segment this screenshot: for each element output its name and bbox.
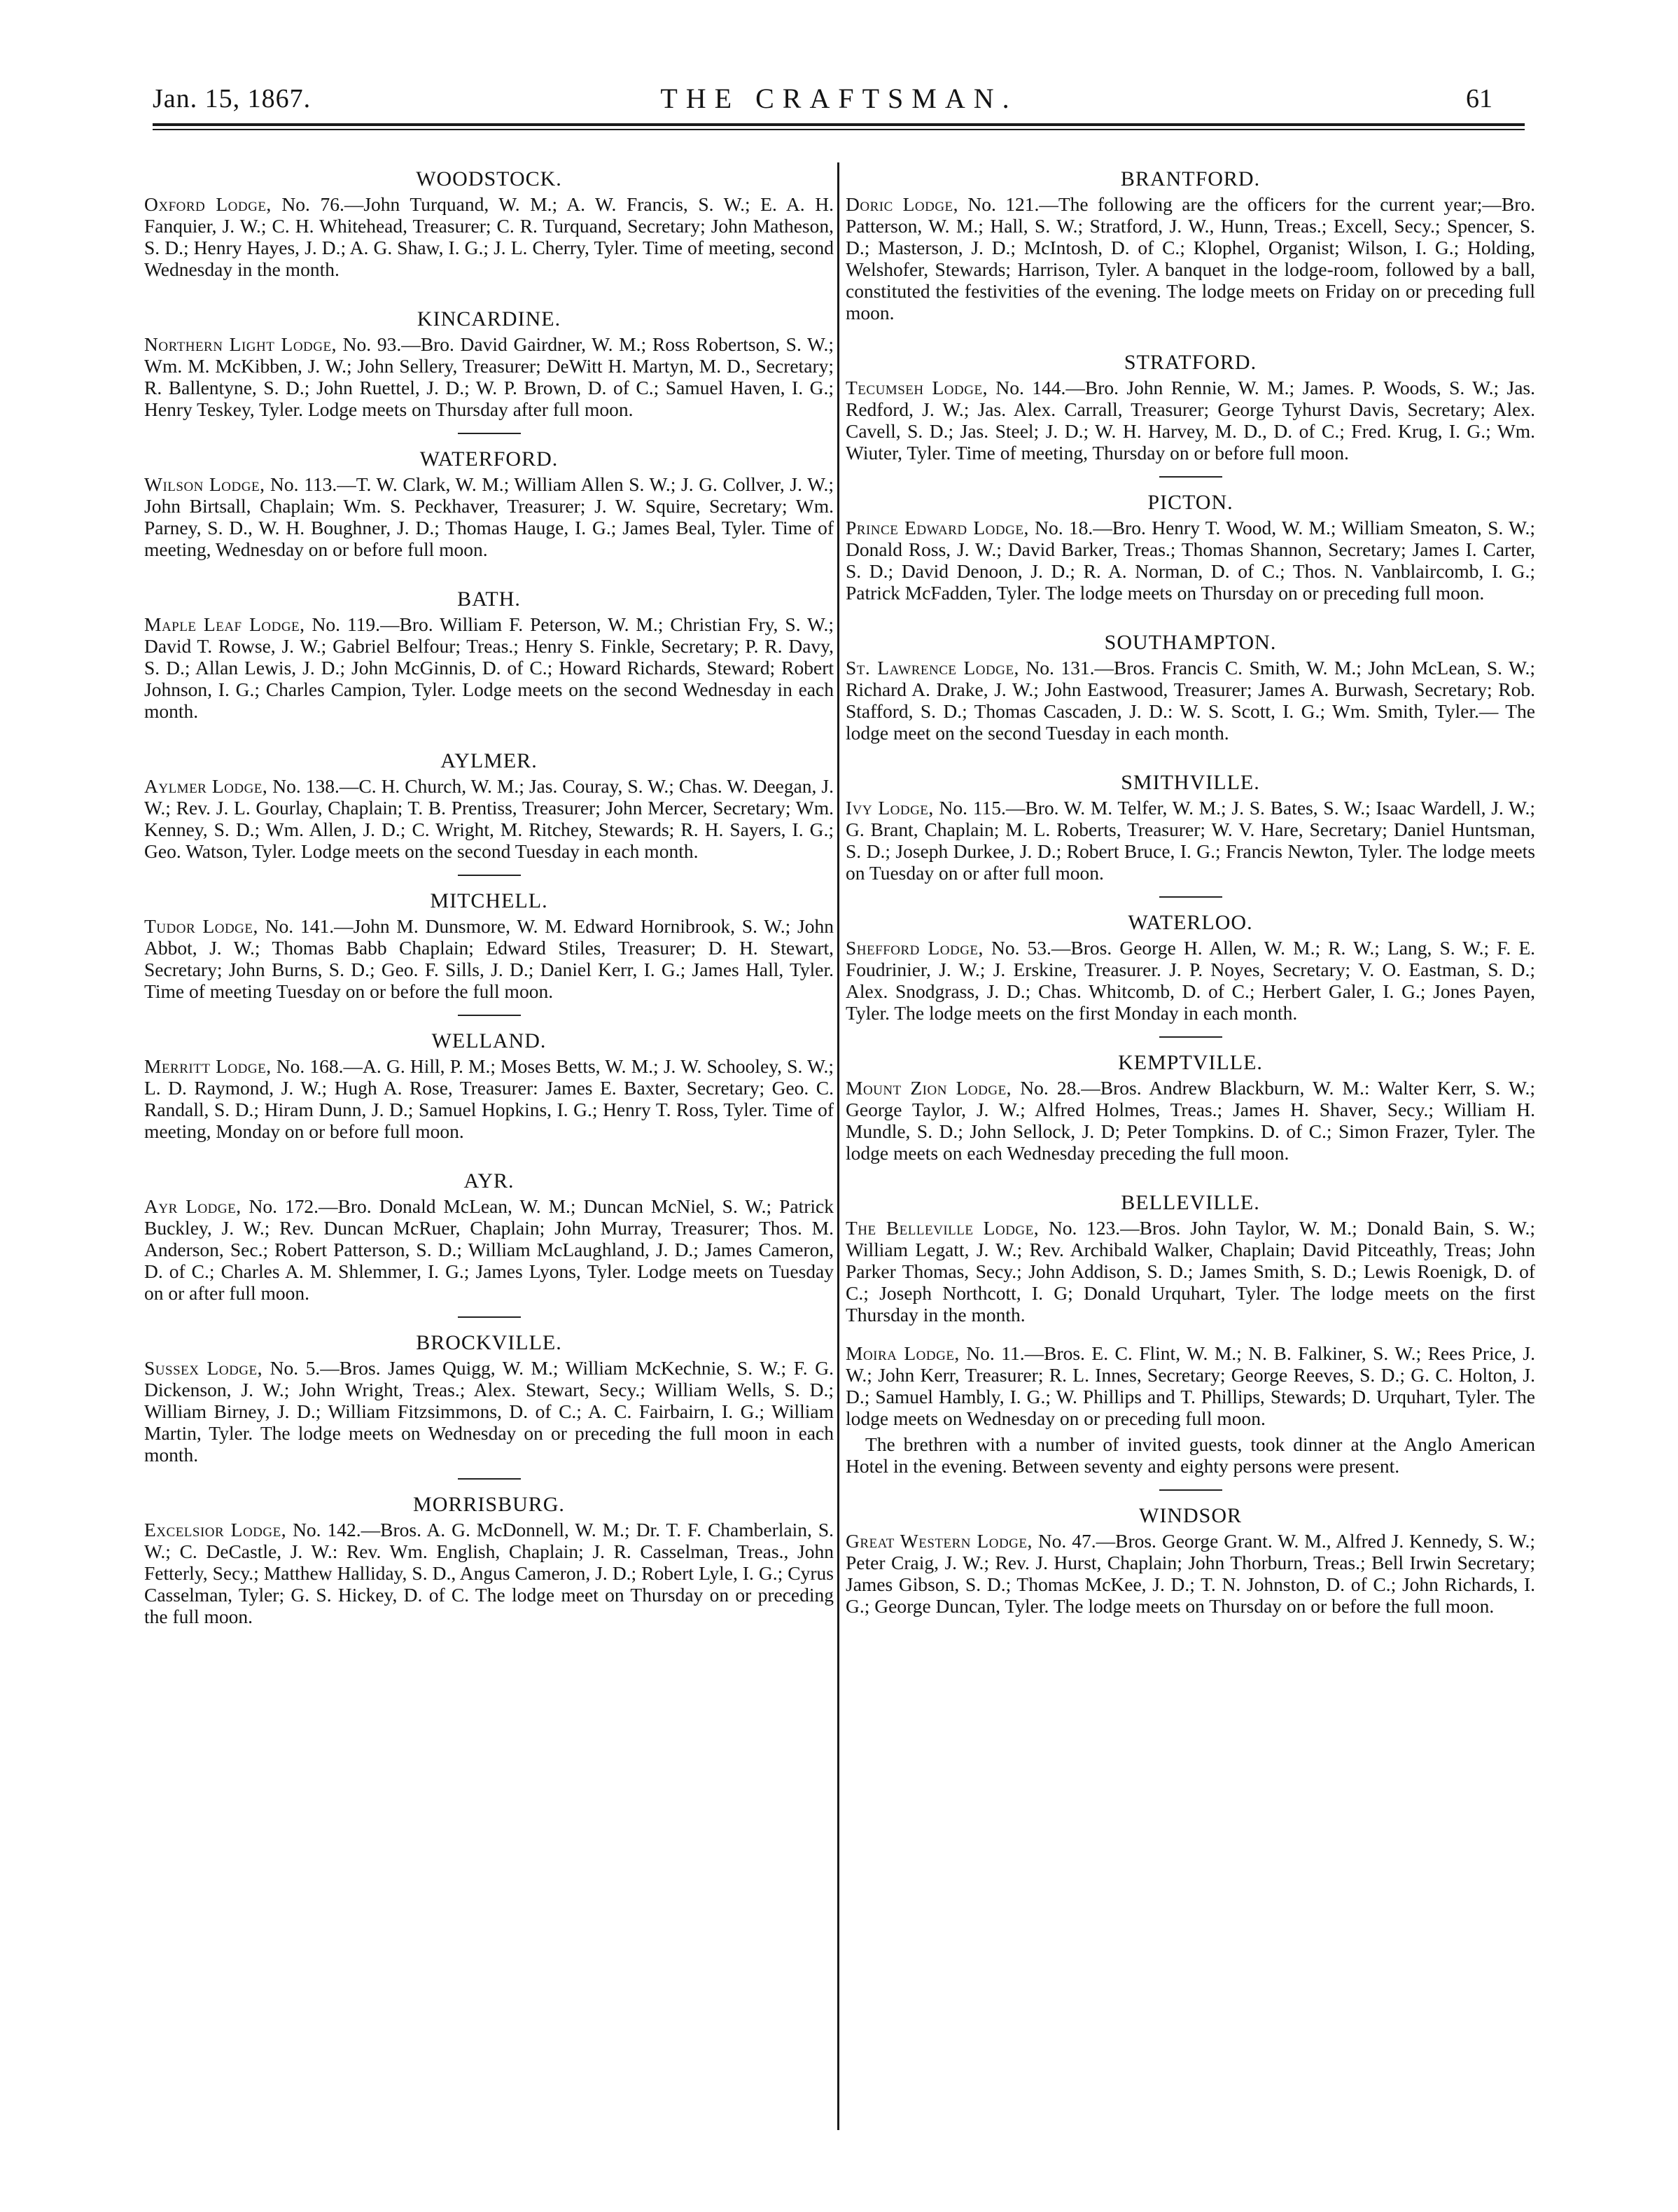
town-heading: BRANTFORD. — [1120, 167, 1261, 190]
lodge-report — [144, 1491, 834, 1627]
town-heading: BROCKVILLE. — [416, 1331, 562, 1354]
section-divider — [458, 433, 521, 434]
lodge-report — [846, 1189, 1535, 1477]
town-heading: KINCARDINE. — [417, 307, 561, 331]
header-rule — [153, 123, 1525, 126]
officers-text: No. 123.—Bros. John Taylor, W. M.; Donald Bain, S. W.; William Legatt, J. W.; Rev. Archibald Walker, Chaplain; David Pitceathly, Treas; John Parker Thomas, Secy.; John Addison, S. D.; James Smith, S. D.; Lewis Roenigk, D. of C.; Joseph Northcott, I. G; Donald Urquhart, Tyler. The lodge meets on the first Thursday in the month. — [846, 1217, 1536, 1326]
lodge-name: Great Western Lodge, — [846, 1530, 1033, 1552]
lodge-name: Merritt Lodge, — [144, 1055, 272, 1077]
section-gap — [846, 1164, 1535, 1189]
header-rule-thin — [153, 129, 1525, 130]
lodge-name: Ivy Lodge, — [846, 797, 934, 819]
section-divider — [458, 1316, 521, 1318]
officers-text: No. 11.—Bros. E. C. Flint, W. M.; N. B. Falkiner, S. W.; Rees Price, J. W.; John Kerr, Treasurer; R. L. Innes, Secretary; George Reeves, S. D.; G. C. Holton, J. D.; Samuel Hambly, I. G.; W. Phillips and T. Phillips, Stewards; D. Urquhart, Tyler. The lodge meets on Wednesday on or preceding full moon. — [846, 1342, 1535, 1429]
lodge-report-text — [144, 193, 834, 280]
lodge-report-text — [144, 775, 834, 862]
lodge-name: Prince Edward Lodge, — [846, 517, 1029, 538]
lodge-report-text — [144, 1195, 834, 1304]
town-heading: SMITHVILLE. — [1121, 771, 1260, 794]
officers-text: No. 113.—T. W. Clark, W. M.; William Allen S. W.; J. G. Collver, J. W.; John Birtsall, Chaplain; Wm. S. Peckhaver, Treasurer; J. W. Squire, Secretary; Wm. Parney, S. D., W. H. Boughner, J. D.; Thomas Hauge, I. G.; James Beal, Tyler. Time of meeting, Wednesday on or before full moon. — [144, 473, 834, 560]
officers-text: No. 76.—John Turquand, W. M.; A. W. Francis, S. W.; E. A. H. Fanquier, J. W.; C. H. Whitehead, Treasurer; C. R. Turquand, Secretary; John Matheson, S. D.; Henry Hayes, J. D.; A. G. Shaw, I. G.; J. L. Cherry, Tyler. Time of meeting, second Wednesday in the month. — [144, 193, 834, 280]
lodge-report-text — [846, 1217, 1535, 1326]
officers-text: No. 144.—Bro. John Rennie, W. M.; James. P. Woods, S. W.; Jas. Redford, J. W.; Jas. Alex. Carrall, Treasurer; George Tyhurst Davis, Secretary; Alex. Cavell, S. D.; Jas. Steel; J. D.; W. H. Harvey, M. D., D. of C.; Fred. Krug, I. G.; Wm. Wiuter, Tyler. Time of meeting, Thursday on or before full moon. — [846, 377, 1536, 464]
lodge-report-text — [144, 613, 834, 722]
town-heading: BATH. — [457, 587, 521, 611]
section-gap — [846, 744, 1535, 769]
town-heading: WATERLOO. — [1128, 911, 1253, 934]
town-heading: WATERFORD. — [419, 447, 559, 471]
officers-text: No. 93.—Bro. David Gairdner, W. M.; Ross Robertson, S. W.; Wm. M. McKibben, J. W.; John Sellery, Treasurer; DeWitt H. Martyn, M. D., Secretary; R. Ballentyne, S. D.; John Ruettel, J. D.; W. P. Brown, D. of C.; Samuel Haven, I. G.; Henry Teskey, Tyler. Lodge meets on Thursday after full moon. — [144, 333, 834, 420]
lodge-name: Aylmer Lodge, — [144, 775, 268, 797]
lodge-report-text — [846, 657, 1535, 744]
lodge-report-text — [846, 377, 1535, 464]
officers-text: No. 172.—Bro. Donald McLean, W. M.; Duncan McNiel, S. W.; Patrick Buckley, J. W.; Rev. Duncan McRuer, Chaplain; John Murray, Treasurer; Thos. M. Anderson, Sec.; Robert Patterson, S. D.; William McLaughland, J. D.; James Cameron, D. of C.; Charles A. M. Shlemmer, I. G.; James Lyons, Tyler. Lodge meets on Tuesday on or after full moon. — [144, 1195, 834, 1304]
lodge-name: Sussex Lodge, — [144, 1357, 263, 1379]
lodge-name: Doric Lodge, — [846, 193, 959, 215]
lodge-name: Wilson Lodge, — [144, 473, 265, 495]
lodge-report-text — [144, 1519, 834, 1627]
officers-text: No. 18.—Bro. Henry T. Wood, W. M.; William Smeaton, S. W.; Donald Ross, J. W.; David Barker, Treas.; Thomas Shannon, Secretary; James I. Carter, S. D.; David Denoon, J. D.; R. A. Norman, D. of C.; Thos. N. Vanblaircomb, I. G.; Patrick McFadden, Tyler. The lodge meets on Thursday on or preceding full moon. — [846, 517, 1536, 604]
lodge-report — [846, 1502, 1535, 1617]
officers-text: No. 5.—Bros. James Quigg, W. M.; William McKechnie, S. W.; F. G. Dickenson, J. W.; John Wright, Treas.; Alex. Stewart, Secy.; William Wells, S. D.; William Birney, J. D.; William Fitzsimmons, D. of C.; A. C. Fairbairn, I. G.; William Martin, Tyler. The lodge meets on Wednesday on or preceding the full moon in each month. — [144, 1357, 834, 1466]
officers-text: No. 28.—Bros. Andrew Blackburn, W. M.: Walter Kerr, S. W.; George Taylor, J. W.; Alfred Holmes, Treas.; James H. Shaver, Secy.; William H. Mundle, S. D.; John Sellock, J. D; Peter Tompkins. D. of C.; Simon Frazer, Tyler. The lodge meets on each Wednesday preceding the full moon. — [846, 1077, 1536, 1164]
lodge-report — [144, 1167, 834, 1304]
section-divider — [1159, 896, 1222, 898]
left-column — [144, 165, 834, 1627]
lodge-report — [846, 349, 1535, 464]
lodge-name: Mount Zion Lodge, — [846, 1077, 1012, 1099]
town-heading: BELLEVILLE. — [1121, 1191, 1260, 1214]
lodge-name: Shefford Lodge, — [846, 937, 984, 959]
officers-text: No. 142.—Bros. A. G. McDonnell, W. M.; Dr. T. F. Chamberlain, S. W.; C. DeCastle, J. W.: Rev. Wm. English, Chaplain; J. R. Casselman, Treas., John Fetterly, Secy.; Matthew Halliday, S. D., Angus Cameron, J. D.; Robert Lyle, I. G.; Cyrus Casselman, Tyler; G. S. Hickey, D. of C. The lodge meet on Thursday on or preceding the full moon. — [144, 1519, 834, 1627]
town-heading: MITCHELL. — [430, 889, 548, 912]
lodge-report — [846, 909, 1535, 1024]
section-gap — [144, 722, 834, 747]
section-divider — [1159, 476, 1222, 478]
lodge-name: Excelsior Lodge, — [144, 1519, 287, 1540]
lodge-report — [144, 585, 834, 722]
lodge-name: Ayr Lodge, — [144, 1195, 242, 1217]
lodge-report — [846, 489, 1535, 604]
lodge-report-text — [144, 473, 834, 560]
lodge-report — [846, 629, 1535, 744]
lodge-name: Oxford Lodge, — [144, 193, 272, 215]
lodge-name: Tudor Lodge, — [144, 915, 258, 937]
lodge-report — [144, 165, 834, 280]
town-heading: PICTON. — [1147, 491, 1233, 514]
lodge-report-text — [846, 937, 1535, 1024]
lodge-report-text — [846, 517, 1535, 604]
town-heading: WOODSTOCK. — [416, 167, 562, 190]
officers-text: No. 141.—John M. Dunsmore, W. M. Edward Hornibrook, S. W.; John Abbot, J. W.; Thomas Babb Chaplain; Edward Stiles, Treasurer; D. H. Stewart, Secretary; John Burns, S. D.; Geo. F. Sills, J. D.; Daniel Kerr, I. G.; James Hall, Tyler. Time of meeting Tuesday on or before the full moon. — [144, 915, 834, 1002]
section-gap — [846, 604, 1535, 629]
officers-text: No. 53.—Bros. George H. Allen, W. M.; R. W.; Lang, S. W.; F. E. Foudrinier, J. W.; J. Erskine, Treasurer. J. P. Noyes, Secretary; V. O. Eastman, S. D.; Alex. Snodgrass, J. D.; Chas. Whitcomb, D. of C.; Herbert Galer, I. G.; Jones Payen, Tyler. The lodge meets on the first Monday in each month. — [846, 937, 1535, 1024]
section-gap — [144, 280, 834, 305]
lodge-report-text — [144, 1357, 834, 1466]
lodge-report — [144, 747, 834, 862]
lodge-report — [144, 445, 834, 560]
section-divider — [458, 1478, 521, 1480]
issue-date: Jan. 15, 1867. — [153, 84, 312, 113]
town-heading: AYLMER. — [440, 749, 538, 772]
lodge-name: St. Lawrence Lodge, — [846, 657, 1019, 679]
lodge-name: Maple Leaf Lodge, — [144, 613, 305, 635]
lodge-report-text — [846, 1342, 1535, 1429]
lodge-name: Tecumseh Lodge, — [846, 377, 988, 398]
town-heading: KEMPTVILLE. — [1118, 1051, 1263, 1074]
town-heading: STRATFORD. — [1124, 351, 1257, 374]
section-divider — [458, 875, 521, 876]
officers-text: No. 121.—The following are the officers for the current year;—Bro. Patterson, W. M.; Hall, S. W.; Stratford, J. W., Hunn, Treas.; Excell, Secy.; Spencer, S. D.; Masterson, J. D.; McIntosh, D. of C.; Klophel, Organist; Wilson, I. G.; Holding, Welshofer, Stewards; Harrison, Tyler. A banquet in the lodge-room, followed by a ball, constituted the festivities of the evening. The lodge meets on Friday on or preceding full moon. — [846, 193, 1536, 324]
town-heading: MORRISBURG. — [413, 1493, 565, 1516]
lodge-report — [846, 769, 1535, 884]
town-heading: SOUTHAMPTON. — [1104, 631, 1277, 654]
page-number: 61 — [1466, 84, 1492, 113]
lodge-report-text — [846, 1530, 1535, 1617]
officers-text: No. 47.—Bros. George Grant. W. M., Alfred J. Kennedy, S. W.; Peter Craig, J. W.; Rev. J. Hurst, Chaplain; John Thorburn, Treas.; Bell Irwin Secretary; James Gibson, S. D.; Thomas McKee, J. D.; T. N. Johnston, D. of C.; John Richards, I. G.; George Duncan, Tyler. The lodge meets on Thursday on or before the full moon. — [846, 1530, 1535, 1617]
lodge-report — [846, 1049, 1535, 1164]
section-divider — [1159, 1036, 1222, 1038]
town-heading: AYR. — [463, 1169, 515, 1192]
lodge-name: Moira Lodge, — [846, 1342, 960, 1364]
lodge-report-text — [144, 915, 834, 1002]
lodge-report — [846, 165, 1535, 324]
lodge-report-text — [144, 333, 834, 420]
lodge-report — [144, 305, 834, 420]
officers-text: No. 115.—Bro. W. M. Telfer, W. M.; J. S. Bates, S. W.; Isaac Wardell, J. W.; G. Brant, Chaplain; M. L. Roberts, Treasurer; W. V. Hare, Secretary; Daniel Huntsman, S. D.; Joseph Durkee, J. D.; Robert Bruce, I. G.; Francis Newton, Tyler. The lodge meets on Tuesday on or after full moon. — [846, 797, 1535, 884]
lodge-report-text — [846, 193, 1535, 324]
publication-title: THE CRAFTSMAN. — [660, 83, 1018, 114]
right-column — [846, 165, 1535, 1617]
lodge-name: The Belleville Lodge, — [846, 1217, 1040, 1239]
officers-text: No. 138.—C. H. Church, W. M.; Jas. Couray, S. W.; Chas. W. Deegan, J. W.; Rev. J. L. Gourlay, Chaplain; T. B. Prentiss, Treasurer; John Mercer, Secretary; Wm. Kenney, S. D.; Wm. Allen, J. D.; C. Wright, M. Ritchey, Stewards; R. H. Sayers, I. G.; Geo. Watson, Tyler. Lodge meets on the second Tuesday in each month. — [144, 775, 834, 862]
section-divider — [458, 1015, 521, 1016]
officers-text: No. 131.—Bros. Francis C. Smith, W. M.; John McLean, S. W.; Richard A. Drake, J. W.; John Eastwood, Treasurer; James A. Burwash, Secretary; Rob. Stafford, S. D.; Thomas Cascaden, J. D.: W. S. Scott, I. G.; Wm. Smith, Tyler.— The lodge meet on the second Tuesday in each month. — [846, 657, 1535, 744]
lodge-name: Northern Light Lodge, — [144, 333, 337, 355]
column-divider — [837, 162, 839, 2130]
section-gap — [846, 324, 1535, 349]
lodge-report — [144, 1329, 834, 1466]
section-divider — [1159, 1489, 1222, 1491]
dinner-note: The brethren with a number of invited guests, took dinner at the Anglo American Hotel in the evening. Between seventy and eighty persons were present. — [846, 1433, 1535, 1477]
town-heading: WINDSOR — [1139, 1504, 1242, 1527]
lodge-report-text — [144, 1055, 834, 1142]
lodge-report — [144, 887, 834, 1002]
section-gap — [144, 1142, 834, 1167]
officers-text: No. 119.—Bro. William F. Peterson, W. M.; Christian Fry, S. W.; David T. Rowse, J. W.; Gabriel Belfour; Treas.; Henry S. Finkle, Secretary; P. R. Davy, S. D.; Allan Lewis, J. D.; John McGinnis, D. of C.; Howard Richards, Steward; Robert Johnson, I. G.; Charles Campion, Tyler. Lodge meets on the second Wednesday in each month. — [144, 613, 834, 722]
section-gap — [144, 560, 834, 585]
town-heading: WELLAND. — [431, 1029, 547, 1052]
officers-text: No. 168.—A. G. Hill, P. M.; Moses Betts, W. M.; J. W. Schooley, S. W.; L. D. Raymond, J. W.; Hugh A. Rose, Treasurer: James E. Baxter, Secretary; Geo. C. Randall, S. D.; Hiram Dunn, J. D.; Samuel Hopkins, I. G.; Henry T. Ross, Tyler. Time of meeting, Monday on or before full moon. — [144, 1055, 834, 1142]
lodge-report-text — [846, 797, 1535, 884]
lodge-report — [144, 1027, 834, 1142]
lodge-report-text — [846, 1077, 1535, 1164]
